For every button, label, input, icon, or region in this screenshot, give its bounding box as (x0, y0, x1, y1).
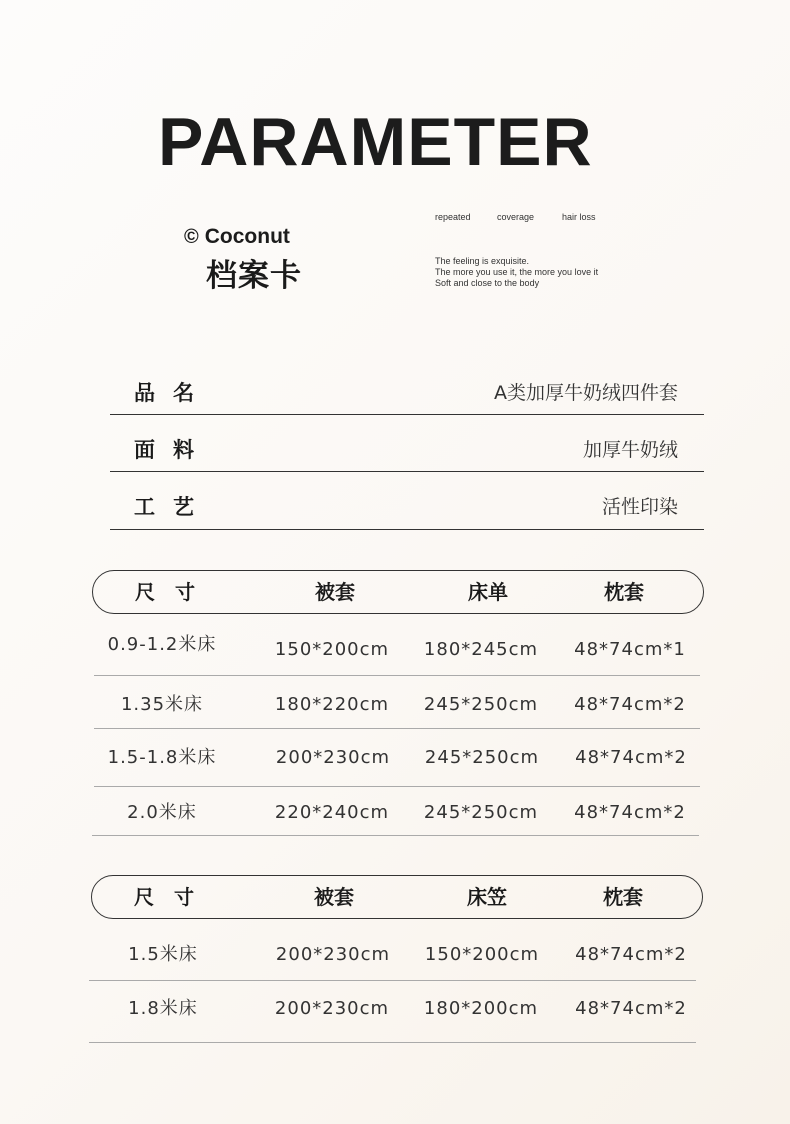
info-value: 活性印染 (601, 496, 678, 518)
table-row (92, 690, 704, 720)
info-row-product-name (110, 379, 704, 407)
header-cell-size: 尺寸 (135, 580, 215, 604)
table-cell: 1.35米床 (120, 694, 204, 715)
table-cell: 1.5-1.8米床 (107, 747, 217, 768)
table-cell: 48*74cm*1 (574, 639, 686, 660)
table-cell: 0.9-1.2米床 (107, 634, 217, 655)
info-row-fabric (110, 436, 704, 464)
header-cell-pillowcase: 枕套 (603, 885, 643, 909)
tag-coverage: coverage (497, 212, 535, 222)
table-cell: 180*200cm (423, 998, 539, 1019)
brand-name: Coconut (204, 225, 290, 248)
table-cell: 48*74cm*2 (575, 747, 687, 768)
table-cell: 150*200cm (274, 639, 390, 660)
table-divider (89, 980, 696, 981)
info-value: 加厚牛奶绒 (582, 439, 678, 461)
table-divider (92, 835, 699, 836)
table-divider (89, 1042, 696, 1043)
table-cell: 245*250cm (423, 802, 539, 823)
table-cell: 180*245cm (423, 639, 539, 660)
table-cell: 180*220cm (274, 694, 390, 715)
table-cell: 245*250cm (423, 694, 539, 715)
table-divider (94, 786, 700, 787)
table-cell: 245*250cm (424, 747, 540, 768)
slogan-line: Soft and close to the body (435, 278, 540, 288)
tag-hair-loss: hair loss (562, 212, 596, 222)
slogan-line: The more you use it, the more you love it (435, 267, 599, 277)
table-cell: 200*230cm (275, 944, 391, 965)
table-cell: 1.5米床 (128, 944, 198, 965)
table-row (92, 940, 704, 970)
table-cell: 150*200cm (424, 944, 540, 965)
info-divider (110, 529, 704, 530)
table-divider (94, 728, 700, 729)
table-cell: 200*230cm (274, 998, 390, 1019)
info-divider (110, 414, 704, 415)
table-cell: 220*240cm (274, 802, 390, 823)
info-divider (110, 471, 704, 472)
slogan-line: The feeling is exquisite. (435, 256, 530, 266)
size-table-header (92, 570, 704, 614)
header-cell-size: 尺寸 (134, 885, 214, 909)
table-row (92, 994, 704, 1024)
info-label: 品名 (134, 381, 212, 405)
table-cell: 1.8米床 (128, 998, 198, 1019)
header-cell-duvet: 被套 (314, 885, 354, 909)
header-cell-pillowcase: 枕套 (604, 580, 644, 604)
table-cell: 48*74cm*2 (575, 998, 687, 1019)
info-value: A类加厚牛奶绒四件套 (494, 382, 678, 404)
info-row-process (110, 493, 704, 521)
tag-repeated: repeated (435, 212, 471, 222)
info-label: 工艺 (134, 495, 212, 519)
header-cell-sheet: 床单 (468, 580, 508, 604)
table-row (92, 743, 704, 773)
table-row (92, 798, 704, 828)
table-cell: 48*74cm*2 (574, 694, 686, 715)
table-cell: 2.0米床 (127, 802, 197, 823)
table-cell: 48*74cm*2 (575, 944, 687, 965)
header-cell-duvet: 被套 (315, 580, 355, 604)
header-cell-fitted-sheet: 床笠 (467, 885, 507, 909)
fitted-table-header (91, 875, 703, 919)
page-title: PARAMETER (158, 104, 593, 180)
info-label: 面料 (134, 438, 212, 462)
table-cell: 200*230cm (275, 747, 391, 768)
table-cell: 48*74cm*2 (574, 802, 686, 823)
table-divider (94, 675, 700, 676)
table-row (92, 630, 704, 660)
brand-mark-icon: © (184, 226, 199, 248)
card-title: 档案卡 (206, 258, 302, 294)
brand-logo (184, 224, 290, 250)
